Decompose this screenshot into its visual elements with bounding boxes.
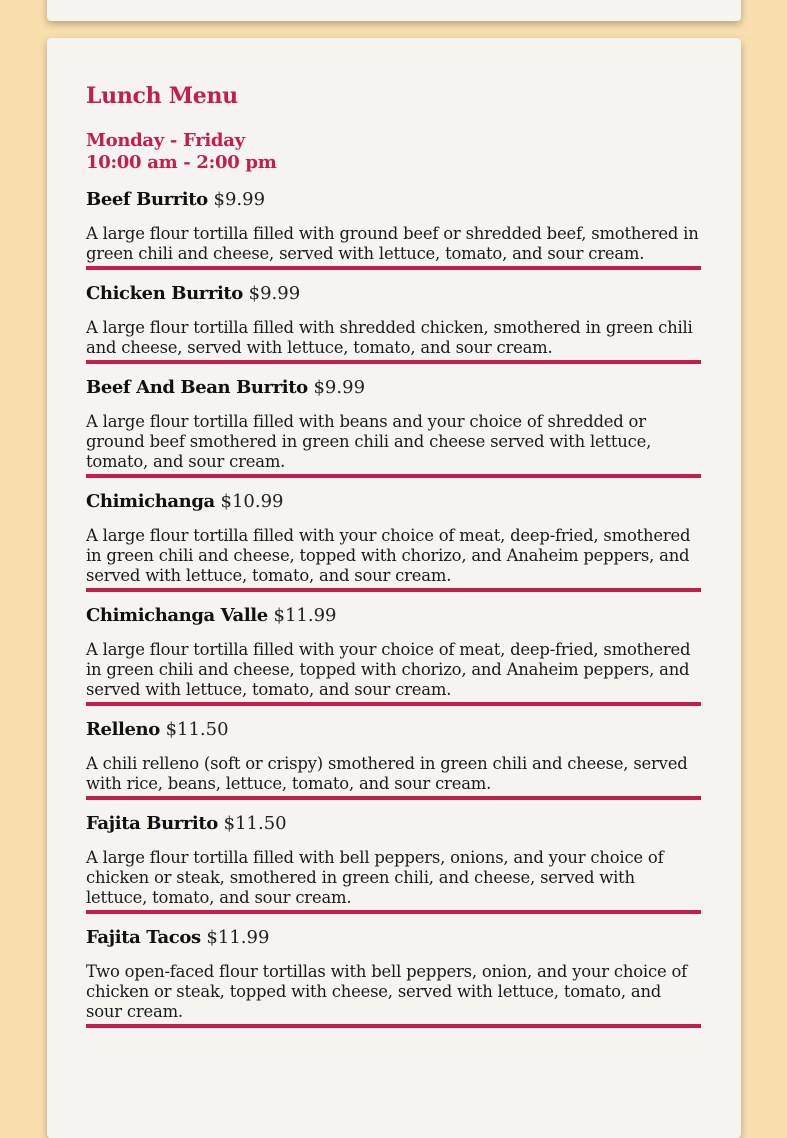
menu-item: [86, 376, 701, 478]
menu-item: [86, 282, 701, 364]
menu-item-description: A large flour tortilla filled with ground beef or shredded beef, smothered in green chili and cheese, served with lettuce, tomato, and sour cream.: [86, 224, 699, 263]
menu-item-list: [86, 188, 701, 1028]
menu-item-header: [86, 926, 701, 950]
menu-item-name: Beef Burrito: [86, 189, 208, 210]
menu-item-name: Chimichanga Valle: [86, 605, 268, 626]
menu-item-price: $9.99: [213, 189, 266, 210]
menu-item-description: Two open-faced flour tortillas with bell peppers, onion, and your choice of chicken or steak, topped with cheese, served with lettuce, tomato, and sour cream.: [86, 962, 688, 1021]
menu-item-name: Chicken Burrito: [86, 283, 243, 304]
menu-item: [86, 926, 701, 1028]
menu-item-header: [86, 188, 701, 212]
menu-item-description: A large flour tortilla filled with your choice of meat, deep-fried, smothered in green chili and cheese, topped with chorizo, and Anaheim peppers, and served with lettuce, tomato, and sour cream.: [86, 640, 691, 699]
menu-item-price: $9.99: [313, 377, 366, 398]
menu-item: [86, 490, 701, 592]
menu-item-price: $11.99: [206, 927, 270, 948]
menu-item-price: $11.50: [165, 719, 229, 740]
menu-item-description: A chili relleno (soft or crispy) smothered in green chili and cheese, served with rice, beans, lettuce, tomato, and sour cream.: [86, 754, 688, 793]
menu-item-description: A large flour tortilla filled with bell peppers, onions, and your choice of chicken or steak, smothered in green chili, and cheese, served with lettuce, tomato, and sour cream.: [86, 848, 664, 907]
menu-item-header: [86, 490, 701, 514]
menu-item-header: [86, 604, 701, 628]
menu-item-price: $9.99: [248, 283, 301, 304]
menu-schedule: [86, 130, 701, 174]
menu-item-header: [86, 812, 701, 836]
menu-item: [86, 188, 701, 270]
menu-item-description: A large flour tortilla filled with beans and your choice of shredded or ground beef smothered in green chili and cheese served with lettuce, tomato, and sour cream.: [86, 412, 652, 471]
menu-item-header: [86, 718, 701, 742]
menu-item-name: Relleno: [86, 719, 160, 740]
menu-title: Lunch Menu: [86, 83, 238, 109]
lunch-menu-card: [47, 38, 741, 1138]
menu-item-price: $10.99: [220, 491, 284, 512]
lunch-menu-content: [86, 82, 701, 1040]
menu-item-price: $11.50: [223, 813, 287, 834]
menu-item-name: Fajita Tacos: [86, 927, 201, 948]
menu-item-name: Beef And Bean Burrito: [86, 377, 308, 398]
menu-item-header: [86, 282, 701, 306]
menu-days: Monday - Friday: [86, 130, 245, 151]
menu-item: [86, 718, 701, 800]
menu-item-header: [86, 376, 701, 400]
menu-hours: 10:00 am - 2:00 pm: [86, 152, 277, 173]
menu-item-name: Fajita Burrito: [86, 813, 218, 834]
menu-item: [86, 812, 701, 914]
menu-item: [86, 604, 701, 706]
previous-card: [47, 0, 741, 21]
menu-item-price: $11.99: [273, 605, 337, 626]
menu-item-description: A large flour tortilla filled with shredded chicken, smothered in green chili and cheese, served with lettuce, tomato, and sour cream.: [86, 318, 693, 357]
menu-item-description: A large flour tortilla filled with your choice of meat, deep-fried, smothered in green chili and cheese, topped with chorizo, and Anaheim peppers, and served with lettuce, tomato, and sour cream.: [86, 526, 691, 585]
menu-item-name: Chimichanga: [86, 491, 215, 512]
